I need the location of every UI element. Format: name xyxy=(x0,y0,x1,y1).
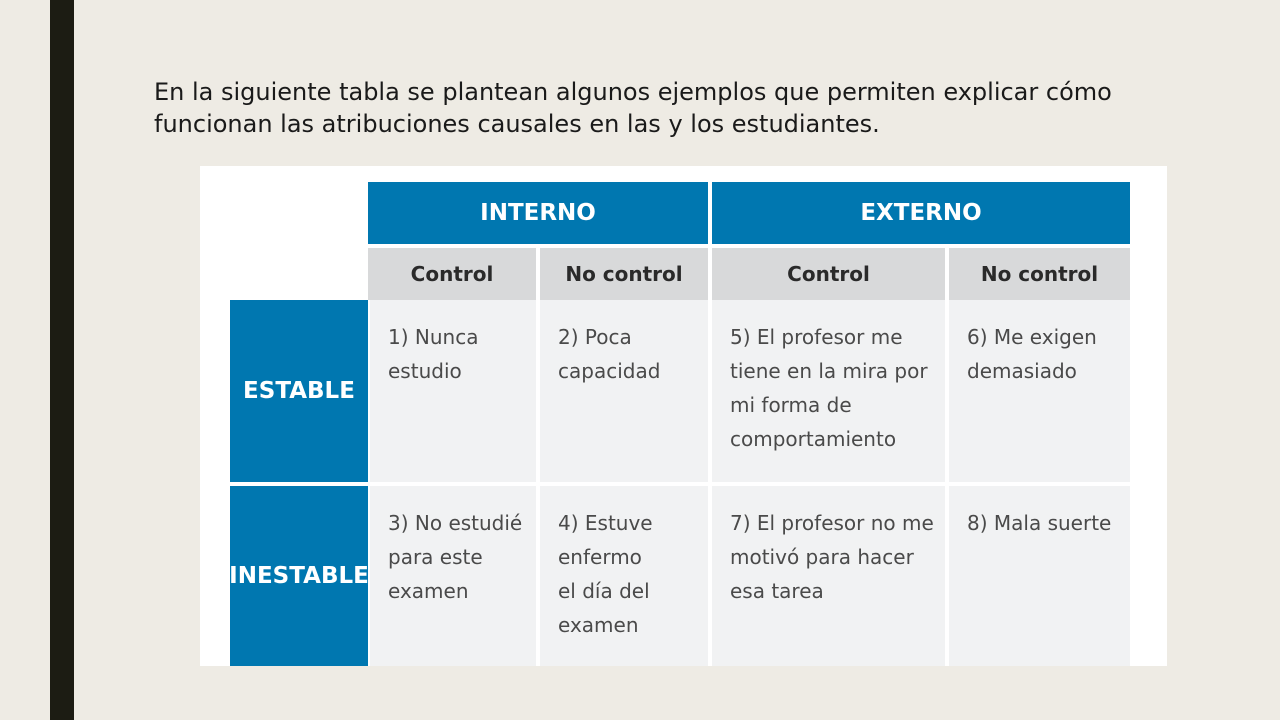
row-header-inestable: INESTABLE xyxy=(230,486,368,666)
table-cell: 2) Poca capacidad xyxy=(540,300,708,482)
table-cell: 4) Estuve enfermo el día del examen xyxy=(540,486,708,666)
table-cell: 5) El profesor me tiene en la mira por mi forma de comportamiento xyxy=(712,300,945,482)
subheader-interno-control: Control xyxy=(368,248,536,300)
attributions-table xyxy=(200,166,1167,666)
table-cell: 3) No estudié para este examen xyxy=(370,486,536,666)
header-externo: EXTERNO xyxy=(712,182,1130,244)
table-cell: 8) Mala suerte xyxy=(949,486,1130,666)
table-cell: 1) Nunca estudio xyxy=(370,300,536,482)
subheader-externo-no-control: No control xyxy=(949,248,1130,300)
slide-accent-bar xyxy=(50,0,74,720)
table-cell: 6) Me exigen demasiado xyxy=(949,300,1130,482)
subheader-interno-no-control: No control xyxy=(540,248,708,300)
table-cell: 7) El profesor no me motivó para hacer esa tarea xyxy=(712,486,945,666)
header-interno: INTERNO xyxy=(368,182,708,244)
subheader-externo-control: Control xyxy=(712,248,945,300)
intro-paragraph: En la siguiente tabla se plantean algunos ejemplos que permiten explicar cómo funcionan las atribuciones causales en las y los estudiantes. xyxy=(154,78,1112,138)
row-header-estable: ESTABLE xyxy=(230,300,368,482)
